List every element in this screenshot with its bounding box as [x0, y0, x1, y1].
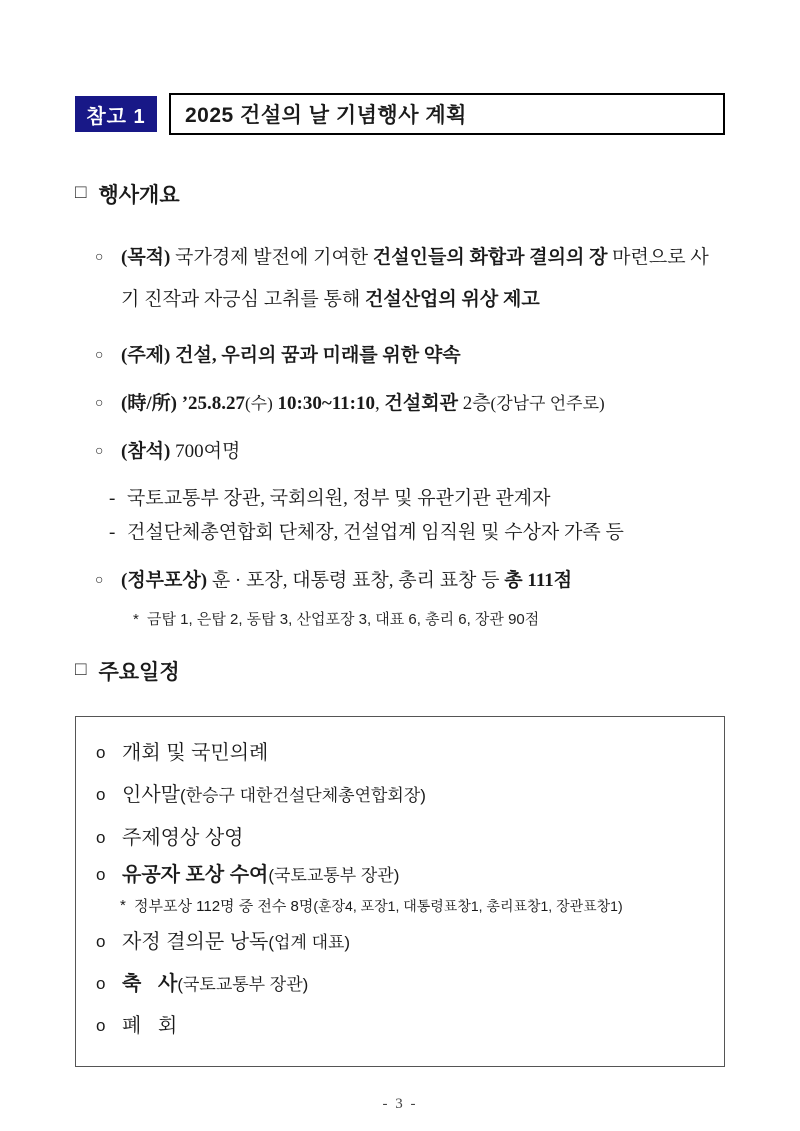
overview-row-attendee-detail-2-text: 건설단체총연합회 단체장, 건설업계 임직원 및 수상자 가족 등	[127, 522, 624, 543]
document-title-box	[169, 93, 725, 135]
reference-badge: 참고 1	[75, 96, 157, 132]
schedule-row-award-ceremony-text: 유공자 포상 수여(국토교통부 장관)	[122, 864, 400, 886]
schedule-row-opening-text: 개회 및 국민의례	[122, 742, 269, 764]
section-heading-overview-label: 행사개요	[98, 184, 180, 207]
overview-row-attendees	[75, 438, 725, 465]
overview-row-awards-note	[75, 608, 725, 631]
schedule-row-resolution-text: 자정 결의문 낭독(업계 대표)	[122, 931, 351, 953]
schedule-box	[75, 716, 725, 1067]
document-header	[75, 93, 725, 135]
overview-row-attendee-detail-2	[75, 520, 725, 546]
overview-row-theme	[75, 342, 725, 369]
document-title: 2025 건설의 날 기념행사 계획	[185, 104, 467, 127]
section-heading-overview	[75, 179, 725, 209]
section-heading-schedule-label: 주요일정	[98, 661, 180, 684]
asterisk-bullet-icon: *	[120, 897, 126, 914]
square-marker-icon: □	[75, 659, 87, 680]
square-marker-icon: □	[75, 182, 87, 203]
schedule-row-opening	[94, 740, 706, 766]
overview-row-attendees-text: (참석) 700여명	[121, 441, 241, 462]
overview-row-attendee-detail-1	[75, 486, 725, 512]
asterisk-bullet-icon: *	[133, 611, 139, 628]
o-bullet-icon: o	[96, 932, 106, 951]
schedule-row-award-ceremony	[94, 862, 706, 889]
schedule-row-congratulatory-text: 축 사(국토교통부 장관)	[122, 973, 309, 995]
overview-row-awards	[75, 567, 725, 594]
circle-bullet-icon: ○	[95, 444, 104, 459]
schedule-row-resolution	[94, 929, 706, 956]
o-bullet-icon: o	[96, 1016, 106, 1035]
schedule-row-video	[94, 825, 706, 851]
circle-bullet-icon: ○	[95, 573, 104, 588]
o-bullet-icon: o	[96, 865, 106, 884]
circle-bullet-icon: ○	[95, 348, 104, 363]
overview-row-purpose	[75, 237, 725, 321]
schedule-row-video-text: 주제영상 상영	[122, 827, 244, 849]
circle-bullet-icon: ○	[95, 250, 104, 265]
schedule-row-award-note-text: 정부포상 112명 중 전수 8명(훈장4, 포장1, 대통령표창1, 총리표창1, 장관표창1)	[134, 898, 623, 915]
dash-bullet-icon: -	[109, 488, 116, 509]
circle-bullet-icon: ○	[95, 396, 104, 411]
o-bullet-icon: o	[96, 974, 106, 993]
page-number: - 3 -	[382, 1096, 418, 1112]
o-bullet-icon: o	[96, 785, 106, 804]
overview-row-awards-text: (정부포상) 훈 · 포장, 대통령 표창, 총리 표창 등 총 111점	[121, 570, 573, 591]
section-heading-schedule	[75, 656, 725, 686]
schedule-row-award-note	[94, 895, 706, 918]
o-bullet-icon: o	[96, 828, 106, 847]
schedule-row-greeting	[94, 782, 706, 809]
schedule-row-closing	[94, 1013, 706, 1039]
overview-row-purpose-text: (목적) 국가경제 발전에 기여한 건설인들의 화합과 결의의 장 마련으로 사기 진작과 자긍심 고취를 통해 건설산업의 위상 제고	[121, 247, 709, 310]
schedule-row-greeting-text: 인사말(한승구 대한건설단체총연합회장)	[122, 784, 426, 806]
overview-row-awards-note-text: 금탑 1, 은탑 2, 동탑 3, 산업포장 3, 대표 6, 총리 6, 장관 90점	[147, 611, 540, 628]
o-bullet-icon: o	[96, 743, 106, 762]
overview-row-attendee-detail-1-text: 국토교통부 장관, 국회의원, 정부 및 유관기관 관계자	[127, 488, 551, 509]
overview-row-time-place-text: (時/所) ’25.8.27(수) 10:30~11:10, 건설회관 2층(강남구 언주로)	[121, 393, 605, 414]
schedule-row-congratulatory	[94, 971, 706, 998]
overview-row-time-place	[75, 390, 725, 417]
schedule-row-closing-text: 폐 회	[122, 1015, 178, 1037]
dash-bullet-icon: -	[109, 522, 116, 543]
overview-row-theme-text: (주제) 건설, 우리의 꿈과 미래를 위한 약속	[121, 345, 461, 366]
